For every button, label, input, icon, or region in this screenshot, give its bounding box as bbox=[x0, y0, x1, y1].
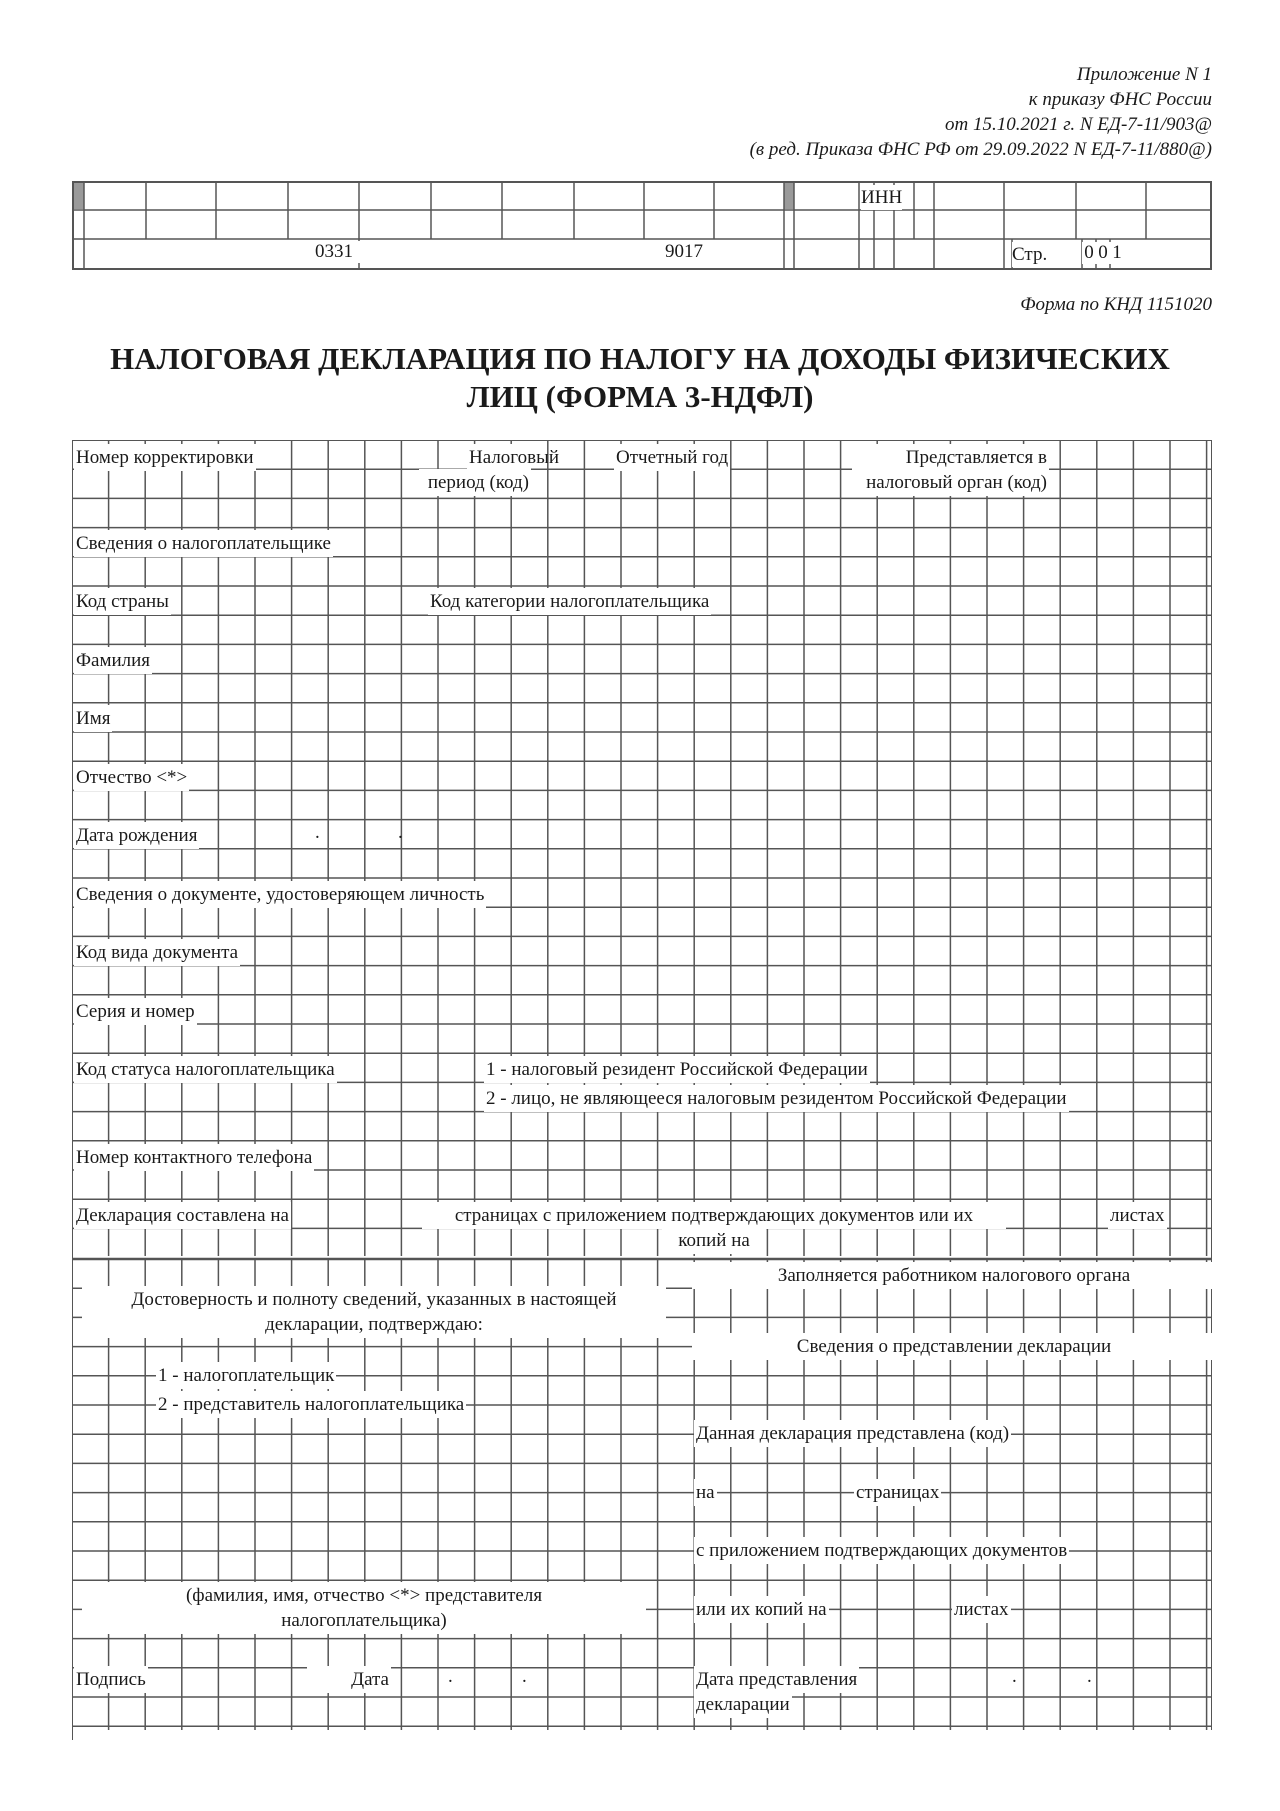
right-sheets-label: листах bbox=[952, 1596, 1011, 1623]
declaration-form bbox=[72, 440, 1212, 1760]
submitted-to-label-2: налоговый орган (код) bbox=[852, 469, 1049, 496]
appendix-line: Приложение N 1 bbox=[1076, 64, 1212, 85]
confirmation-label-2: декларации, подтверждаю: bbox=[82, 1311, 666, 1338]
report-year-label: Отчетный год bbox=[614, 444, 730, 471]
surname-label: Фамилия bbox=[74, 647, 152, 674]
with-docs-label: с приложением подтверждающих документов bbox=[694, 1537, 1069, 1564]
submitted-to-label-1: Представляется в bbox=[852, 444, 1049, 471]
code2-value: 9017 bbox=[614, 241, 754, 263]
or-copies-label: или их копий на bbox=[694, 1596, 829, 1623]
tax-period-label-2: период (код) bbox=[419, 469, 531, 496]
code1-value: 0331 bbox=[264, 241, 404, 263]
first-name-label: Имя bbox=[74, 705, 112, 732]
taxpayer-info-label: Сведения о налогоплательщике bbox=[74, 530, 333, 557]
representative-name-label-2: налогоплательщика) bbox=[82, 1607, 646, 1634]
representative-name-label-1: (фамилия, имя, отчество <*> представителя bbox=[82, 1582, 646, 1609]
signature-label: Подпись bbox=[74, 1666, 148, 1693]
order-line: к приказу ФНС России bbox=[1028, 89, 1212, 110]
submission-date-separator-2: . bbox=[1087, 1666, 1092, 1687]
pages-with-docs-label-2: копий на bbox=[662, 1227, 766, 1254]
confirmation-label-1: Достоверность и полноту сведений, указанных в настоящей bbox=[82, 1286, 666, 1313]
id-document-info-label: Сведения о документе, удостоверяющем личность bbox=[74, 881, 486, 908]
status-code-label: Код статуса налогоплательщика bbox=[74, 1056, 337, 1083]
series-number-label: Серия и номер bbox=[74, 998, 197, 1025]
page-digit-1: 0 bbox=[1082, 242, 1096, 264]
correction-number-label: Номер корректировки bbox=[74, 444, 256, 471]
submission-info-label: Сведения о представлении декларации bbox=[692, 1333, 1216, 1360]
pages-with-docs-label-1: страницах с приложением подтверждающих документов или их bbox=[422, 1202, 1006, 1229]
form-title-line1: НАЛОГОВАЯ ДЕКЛАРАЦИЯ ПО НАЛОГУ НА ДОХОДЫ ФИЗИЧЕСКИХ bbox=[110, 341, 1170, 376]
edition-line: (в ред. Приказа ФНС РФ от 29.09.2022 N ЕД-7-11/880@) bbox=[749, 139, 1212, 160]
submission-date-label-1: Дата представления bbox=[694, 1666, 859, 1693]
status-option-2: 2 - лицо, не являющееся налоговым резидентом Российской Федерации bbox=[484, 1085, 1069, 1112]
inn-label: ИНН bbox=[861, 187, 903, 208]
composed-on-label: Декларация составлена на bbox=[74, 1202, 291, 1229]
pages-label: страницах bbox=[854, 1479, 941, 1506]
submission-date-separator-1: . bbox=[1012, 1666, 1017, 1687]
status-option-1: 1 - налоговый резидент Российской Федерации bbox=[484, 1056, 870, 1083]
filled-by-tax-officer-label: Заполняется работником налогового органа bbox=[692, 1262, 1216, 1289]
phone-label: Номер контактного телефона bbox=[74, 1144, 314, 1171]
birth-date-separator-1: . bbox=[315, 822, 320, 843]
submission-date-label-2: декларации bbox=[694, 1691, 792, 1718]
on-label: на bbox=[694, 1479, 717, 1506]
form-code: Форма по КНД 1151020 bbox=[1020, 294, 1212, 315]
page-label: Стр. bbox=[1012, 244, 1048, 265]
patronymic-label: Отчество <*> bbox=[74, 764, 189, 791]
form-title-line2: ЛИЦ (ФОРМА 3-НДФЛ) bbox=[466, 379, 814, 414]
confirm-option-taxpayer: 1 - налогоплательщик bbox=[156, 1362, 336, 1389]
submitted-code-label: Данная декларация представлена (код) bbox=[694, 1420, 1011, 1447]
date-separator-2: . bbox=[522, 1666, 527, 1687]
birth-date-label: Дата рождения bbox=[74, 822, 199, 849]
page-digit-3: 1 bbox=[1110, 242, 1124, 264]
date-separator-1: . bbox=[448, 1666, 453, 1687]
tax-period-label-1: Налоговый bbox=[467, 444, 531, 471]
date-label: Дата bbox=[307, 1666, 391, 1693]
confirm-option-representative: 2 - представитель налогоплательщика bbox=[156, 1391, 466, 1418]
birth-date-separator-2: . bbox=[398, 822, 403, 843]
page-digit-2: 0 bbox=[1096, 242, 1110, 264]
sheets-label: листах bbox=[1108, 1202, 1167, 1229]
barcode-inn-box bbox=[72, 181, 1212, 270]
country-code-label: Код страны bbox=[74, 588, 171, 615]
document-type-code-label: Код вида документа bbox=[74, 939, 240, 966]
taxpayer-category-label: Код категории налогоплательщика bbox=[428, 588, 711, 615]
order-date-line: от 15.10.2021 г. N ЕД-7-11/903@ bbox=[944, 114, 1212, 135]
